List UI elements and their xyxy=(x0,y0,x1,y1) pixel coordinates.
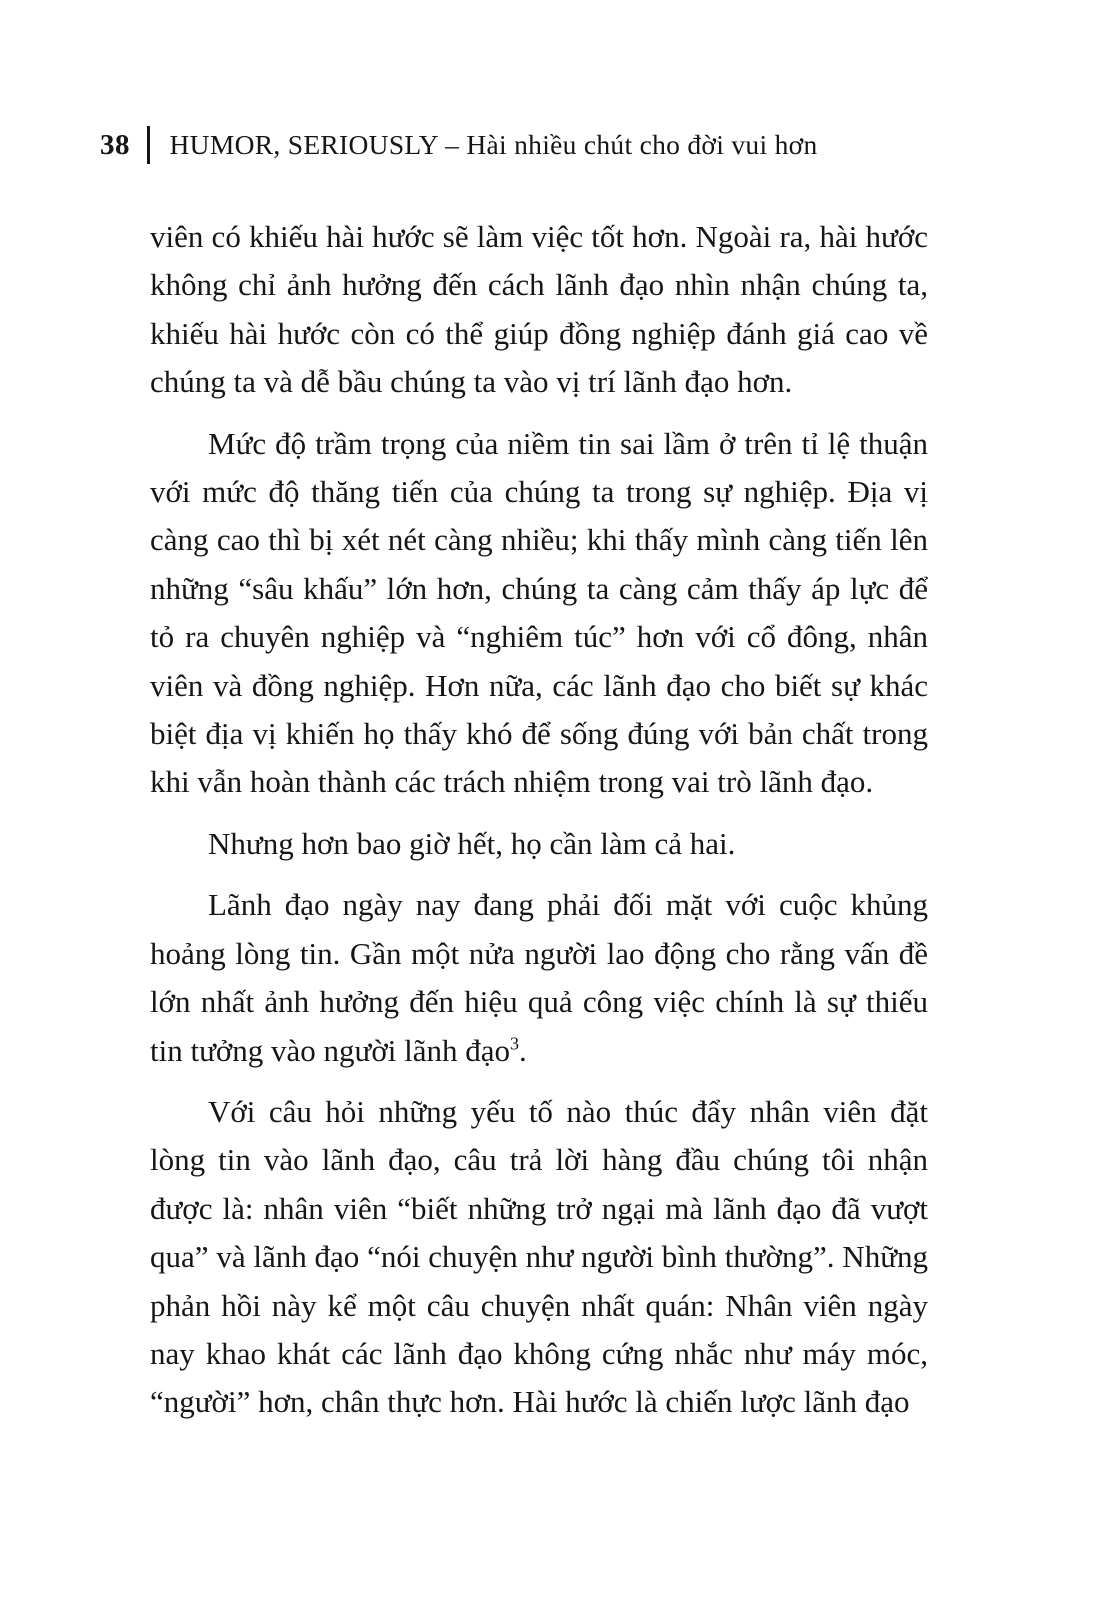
page-header xyxy=(100,126,818,164)
paragraph-text: Nhưng hơn bao giờ hết, họ cần làm cả hai. xyxy=(208,825,736,861)
paragraph-text: viên có khiếu hài hước sẽ làm việc tốt hơn. Ngoài ra, hài hước không chỉ ảnh hưởng đến cách lãnh đạo nhìn nhận chúng ta, khiếu hài hước còn có thể giúp đồng nghiệp đánh giá cao về chúng ta và dễ bầu chúng ta vào vị trí lãnh đạo hơn. xyxy=(150,219,928,400)
paragraph-text: . xyxy=(518,1032,527,1068)
footnote-marker: 3 xyxy=(509,1033,519,1054)
paragraph-text: Mức độ trầm trọng của niềm tin sai lầm ở trên tỉ lệ thuận với mức độ thăng tiến của chúng ta trong sự nghiệp. Địa vị càng cao thì bị xét nét càng nhiều; khi thấy mình càng tiến lên những “sâu khấu” lớn hơn, chúng ta càng cảm thấy áp lực để tỏ ra chuyên nghiệp và “nghiêm túc” hơn với cổ đông, nhân viên và đồng nghiệp. Hơn nữa, các lãnh đạo cho biết sự khác biệt địa vị khiến họ thấy khó để sống đúng với bản chất trong khi vẫn hoàn thành các trách nhiệm trong vai trò lãnh đạo. xyxy=(150,425,928,800)
paragraph xyxy=(150,820,928,868)
paragraph xyxy=(150,881,928,1075)
running-head: HUMOR, SERIOUSLY – Hài nhiều chút cho đời vui hơn xyxy=(169,129,818,160)
paragraph xyxy=(150,213,928,407)
page-number: 38 xyxy=(100,128,130,161)
paragraph-text: Với câu hỏi những yếu tố nào thúc đẩy nhân viên đặt lòng tin vào lãnh đạo, câu trả lời hàng đầu chúng tôi nhận được là: nhân viên “biết những trở ngại mà lãnh đạo đã vượt qua” và lãnh đạo “nói chuyện như người bình thường”. Những phản hồi này kể một câu chuyện nhất quán: Nhân viên ngày nay khao khát các lãnh đạo không cứng nhắc như máy móc, “người” hơn, chân thực hơn. Hài hước là chiến lược lãnh đạo xyxy=(150,1093,928,1420)
header-divider xyxy=(147,126,150,164)
paragraph xyxy=(150,420,928,807)
page-body xyxy=(150,213,928,1440)
paragraph xyxy=(150,1088,928,1427)
paragraph-text: Lãnh đạo ngày nay đang phải đối mặt với cuộc khủng hoảng lòng tin. Gần một nửa người lao động cho rằng vấn đề lớn nhất ảnh hưởng đến hiệu quả công việc chính là sự thiếu tin tưởng vào người lãnh đạo xyxy=(150,887,928,1068)
